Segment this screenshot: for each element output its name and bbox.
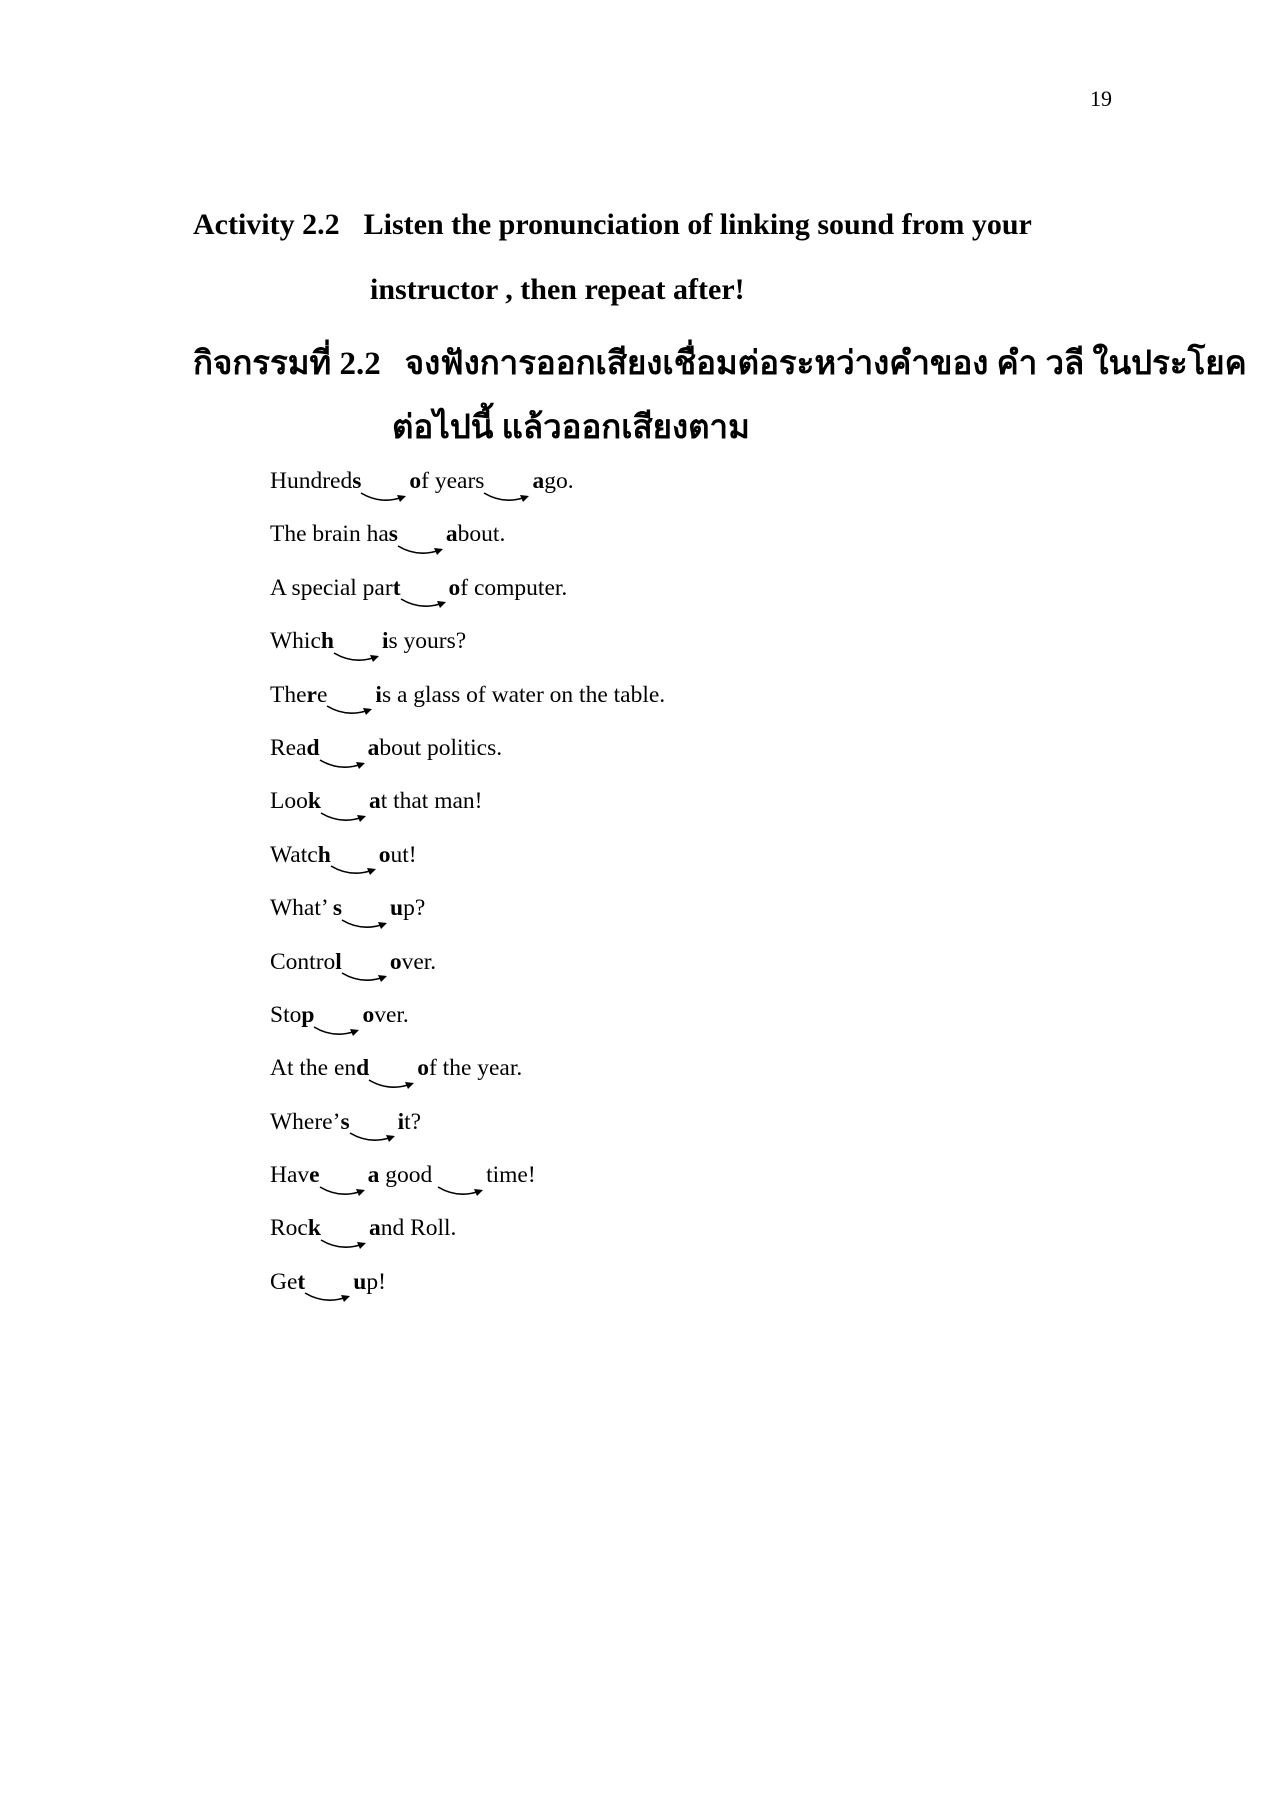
linked-letter: s (332, 895, 343, 922)
linked-letter: t (297, 1268, 306, 1295)
sentence-text: p? (403, 895, 426, 922)
thai-instruction-line2: ต่อไปนี้ แล้วออกเสียงตาม (392, 410, 750, 446)
page-number: 19 (1090, 86, 1112, 111)
sentence-text: bout. (457, 521, 506, 548)
practice-sentence (270, 729, 665, 782)
linking-arrow-icon (320, 740, 368, 760)
sentence-text: Where’ (270, 1108, 341, 1135)
linking-arrow-icon (321, 1220, 369, 1240)
linked-letter: a (368, 788, 381, 815)
linking-arrow-icon (361, 473, 409, 493)
sentence-text: Sto (270, 1001, 302, 1028)
linked-letter: i (375, 681, 382, 708)
sentence-text: go. (544, 468, 574, 494)
linked-letter: u (390, 895, 404, 922)
sentence-text: t? (404, 1108, 422, 1135)
linked-letter: l (335, 948, 342, 975)
sentence-text: Roc (270, 1215, 308, 1242)
sentence-text: Hav (270, 1162, 310, 1189)
linked-letter: a (368, 1215, 381, 1242)
sentence-text: Loo (270, 788, 308, 815)
practice-sentence (270, 836, 665, 889)
linked-letter: i (381, 628, 389, 655)
practice-sentence (270, 462, 665, 515)
activity-heading (193, 208, 1032, 242)
practice-sentence (270, 996, 665, 1049)
sentence-text: Rea (270, 734, 307, 761)
linked-letter: h (317, 841, 331, 868)
linked-letter: h (320, 628, 334, 655)
sentence-text: Ge (270, 1268, 298, 1295)
linking-arrow-icon (350, 1113, 398, 1133)
linked-letter: k (307, 1215, 321, 1242)
linked-letter: s (352, 468, 362, 494)
linking-arrow-icon (331, 846, 379, 866)
practice-sentence (270, 622, 665, 675)
linked-letter: d (306, 734, 320, 761)
linked-letter: s (388, 521, 398, 548)
activity-instruction-line1: Listen the pronunciation of linking sound from your (363, 208, 1032, 241)
practice-sentence (270, 1049, 665, 1102)
thai-heading (193, 336, 1247, 389)
linked-letter: e (309, 1162, 320, 1189)
linked-letter: s (340, 1108, 350, 1135)
practice-sentence (270, 1263, 665, 1316)
linked-letter: k (307, 788, 321, 815)
sentence-text: At the en (270, 1055, 357, 1082)
linked-letter: p (301, 1001, 315, 1028)
linking-arrow-icon (321, 793, 369, 813)
practice-sentence (270, 1209, 665, 1262)
sentence-text: f years (421, 468, 485, 494)
practice-sentence (270, 676, 665, 729)
linking-arrow-icon (369, 1060, 417, 1080)
practice-sentence (270, 1103, 665, 1156)
linking-arrow-icon (334, 633, 382, 653)
sentence-text: t that man! (380, 788, 483, 815)
sentence-list (270, 462, 665, 1316)
linked-letter: o (362, 1001, 375, 1028)
sentence-text: time! (486, 1162, 536, 1189)
linked-letter: o (448, 574, 461, 601)
linking-arrow-icon (314, 1007, 362, 1027)
sentence-text: bout politics. (379, 734, 503, 761)
sentence-text: ver. (401, 948, 437, 975)
linked-letter: o (389, 948, 402, 975)
sentence-text: f the year. (428, 1055, 523, 1082)
sentence-text: Whic (270, 628, 321, 655)
linking-arrow-icon (484, 473, 532, 493)
activity-label: Activity 2.2 (193, 208, 340, 241)
sentence-text: s yours? (388, 628, 467, 655)
linked-letter: o (409, 468, 422, 494)
practice-sentence (270, 515, 665, 568)
linking-arrow-icon (320, 1167, 368, 1187)
linking-arrow-icon (327, 686, 375, 706)
practice-sentence (270, 943, 665, 996)
linked-letter: a (445, 521, 458, 548)
sentence-text: good (379, 1162, 439, 1189)
sentence-text: The (270, 681, 307, 708)
linking-arrow-icon (342, 900, 390, 920)
sentence-text: f computer. (460, 574, 568, 601)
sentence-text: ut! (390, 841, 417, 868)
sentence-text: What’ (270, 895, 333, 922)
sentence-text: A special par (270, 574, 393, 601)
linked-letter: t (392, 574, 401, 601)
linked-letter: a (367, 734, 380, 761)
practice-sentence (270, 889, 665, 942)
linked-letter: a (532, 468, 545, 494)
sentence-text: e (316, 681, 328, 708)
linked-letter: o (417, 1055, 429, 1082)
sentence-text: Hundred (270, 468, 353, 494)
linked-letter: i (397, 1108, 405, 1135)
practice-sentence (270, 569, 665, 622)
linking-arrow-icon (342, 953, 390, 973)
linking-arrow-icon (398, 526, 446, 546)
sentence-text: nd Roll. (380, 1215, 457, 1242)
linking-arrow-icon (305, 1273, 353, 1293)
linked-letter: u (353, 1268, 367, 1295)
sentence-text: Contro (270, 948, 336, 975)
linked-letter: a (367, 1162, 380, 1189)
linked-letter: r (306, 681, 317, 708)
thai-instruction-line1: จงฟังการออกเสียงเชื่อมต่อระหว่างคำของ คำ วลี ในประโยค (404, 346, 1247, 382)
linking-arrow-icon (401, 579, 449, 599)
sentence-text: Watc (270, 841, 318, 868)
linked-letter: o (378, 841, 391, 868)
linked-letter: d (356, 1055, 370, 1082)
sentence-text: The brain ha (270, 521, 389, 548)
sentence-text: s a glass of water on the table. (381, 681, 666, 708)
thai-activity-label: กิจกรรมที่ 2.2 (193, 346, 381, 382)
sentence-text: ver. (374, 1001, 409, 1028)
linking-arrow-icon (438, 1167, 486, 1187)
sentence-text: p! (366, 1268, 386, 1295)
activity-instruction-line2: instructor , then repeat after! (370, 273, 745, 306)
practice-sentence (270, 782, 665, 835)
practice-sentence (270, 1156, 665, 1209)
